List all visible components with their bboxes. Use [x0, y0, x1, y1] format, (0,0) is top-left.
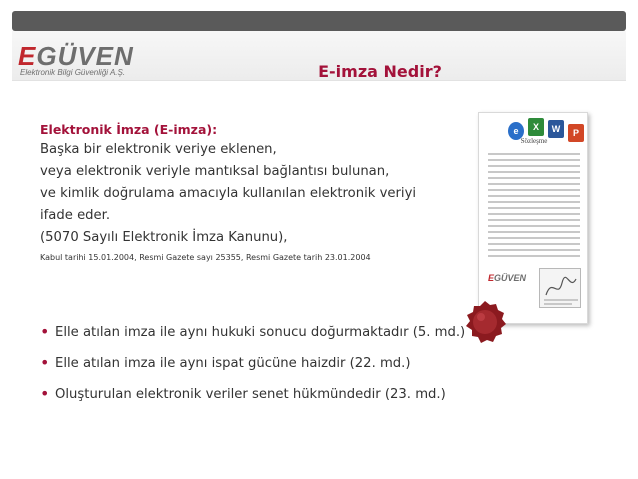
- app-icons: [508, 116, 598, 146]
- definition-line: ve kimlik doğrulama amacıyla kullanılan elektronik veriyi: [40, 186, 417, 201]
- law-reference: (5070 Sayılı Elektronik İmza Kanunu),: [40, 230, 288, 245]
- definition-line: veya elektronik veriyle mantıksal bağlantısı bulunan,: [40, 164, 390, 179]
- signed-document-illustration: [462, 104, 602, 344]
- definition-block: [40, 120, 450, 265]
- bullet-text: Oluşturulan elektronik veriler senet hükmündedir (23. md.): [55, 386, 446, 402]
- definition-line: ifade eder.: [40, 208, 111, 223]
- bullet-icon: •: [40, 384, 50, 403]
- document-logo-rest: GÜVEN: [494, 273, 527, 283]
- list-item: [40, 353, 510, 373]
- document-logo-initial: E: [488, 273, 495, 283]
- document-text-lines: [488, 153, 580, 261]
- definition-line: Başka bir elektronik veriye eklenen,: [40, 142, 277, 157]
- document-page-title: Sözleşme: [520, 137, 548, 145]
- eguven-logo: [18, 43, 168, 79]
- bullet-text: Elle atılan imza ile aynı hukuki sonucu doğurmaktadır (5. md.): [55, 324, 466, 340]
- internet-explorer-icon: e: [508, 122, 524, 140]
- logo-word-rest: GÜVEN: [36, 41, 134, 71]
- list-item: [40, 384, 510, 404]
- wax-seal-icon: [462, 299, 508, 345]
- powerpoint-icon: P: [568, 124, 584, 142]
- logo-tagline: Elektronik Bilgi Güvenliği A.Ş.: [20, 68, 126, 77]
- logo-initial: E: [18, 41, 37, 71]
- logo-wordmark: [18, 43, 134, 69]
- definition-heading: Elektronik İmza (E-imza):: [40, 122, 218, 137]
- document-logo: [488, 273, 526, 283]
- bullet-text: Elle atılan imza ile aynı ispat gücüne haizdir (22. md.): [55, 355, 411, 371]
- excel-icon: X: [528, 118, 544, 136]
- bullet-icon: •: [40, 353, 50, 372]
- top-bar: [12, 11, 626, 31]
- bullet-list: [40, 322, 510, 415]
- word-icon: W: [548, 120, 564, 138]
- signature-stamp: [539, 268, 581, 308]
- bullet-icon: •: [40, 322, 50, 341]
- list-item: [40, 322, 510, 342]
- slide-title: E-imza Nedir?: [318, 62, 442, 81]
- publication-note: Kabul tarihi 15.01.2004, Resmi Gazete sayı 25355, Resmi Gazete tarih 23.01.2004: [40, 253, 371, 262]
- signature-scribble-icon: [540, 269, 582, 309]
